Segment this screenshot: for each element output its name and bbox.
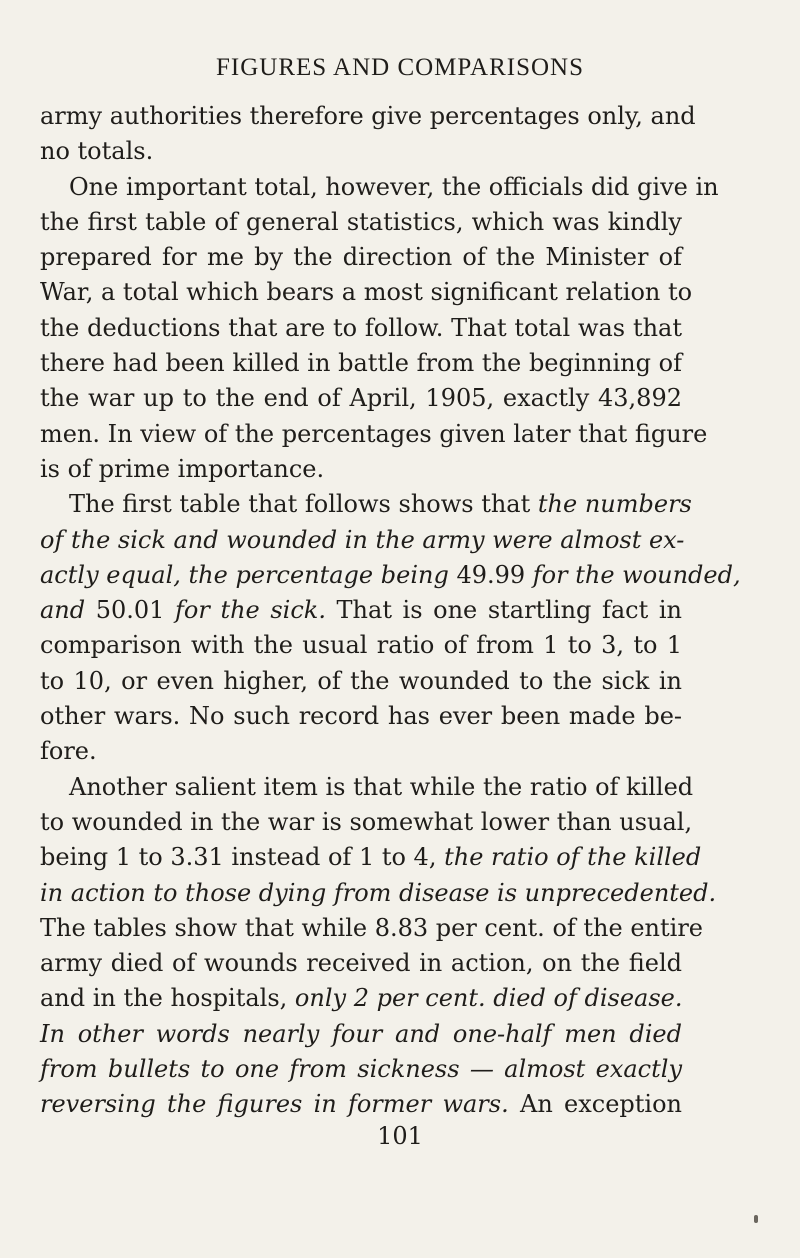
text-line — [40, 664, 682, 699]
text-span: is of prime importance. — [40, 454, 325, 483]
text-line — [40, 346, 682, 381]
italic-text-span: the ratio of the killed — [444, 843, 702, 872]
text-line — [40, 946, 682, 981]
text-line — [40, 840, 702, 875]
text-line — [40, 311, 682, 346]
text-span: the first table of general statistics, which was kindly — [40, 207, 682, 236]
italic-text-span: the numbers — [537, 490, 692, 519]
text-span: prepared for me by the direction of the Minister of — [40, 243, 682, 272]
text-line — [40, 275, 693, 310]
text-line — [40, 876, 717, 911]
italic-text-span: only 2 per cent. died of disease. — [294, 984, 683, 1013]
text-line — [40, 734, 682, 769]
italic-text-span: from bullets to one from sickness — almost exactly — [40, 1055, 682, 1084]
text-line — [40, 805, 693, 840]
print-speck — [754, 1215, 758, 1223]
text-line — [40, 170, 719, 205]
text-span: the war up to the end of April, 1905, exactly 43,892 — [40, 384, 682, 413]
text-line — [40, 981, 682, 1016]
text-span: That is one startling fact in — [325, 596, 682, 625]
text-span: army died of wounds received in action, on the field — [40, 949, 682, 978]
italic-text-span: in action to those dying from disease is unprecedented. — [40, 878, 717, 907]
text-line — [40, 240, 682, 275]
text-span: the deductions that are to follow. That total was that — [40, 313, 682, 342]
text-span: no totals. — [40, 137, 154, 166]
text-line — [40, 593, 682, 628]
italic-text-span: In other words nearly four and one-half men died — [40, 1019, 682, 1048]
page-number: 101 — [377, 1122, 423, 1150]
text-line — [40, 523, 685, 558]
text-line — [40, 205, 682, 240]
italic-text-span: for the wounded, — [532, 560, 741, 589]
text-span: there had been killed in battle from the beginning of — [40, 349, 682, 378]
text-line — [40, 417, 708, 452]
text-span: An exception — [508, 1090, 682, 1119]
text-span: The tables show that while 8.83 per cent. of the entire — [40, 913, 703, 942]
text-span: to 10, or even higher, of the wounded to the sick in — [40, 666, 682, 695]
text-line — [40, 911, 703, 946]
text-line — [40, 452, 682, 487]
text-line — [40, 99, 696, 134]
text-span: fore. — [40, 737, 97, 766]
text-span: and in the hospitals, — [40, 984, 295, 1013]
body-text — [40, 99, 741, 1123]
running-head: FIGURES AND COMPARISONS — [215, 54, 584, 81]
text-span: 50.01 — [95, 596, 176, 625]
text-span: men. In view of the percentages given later that figure — [40, 419, 708, 448]
text-line — [40, 1052, 682, 1087]
text-line — [40, 134, 682, 169]
italic-text-span: and — [40, 596, 96, 625]
italic-text-span: actly equal, the percentage being — [40, 560, 457, 589]
italic-text-span: reversing the figures in former wars. — [40, 1090, 509, 1119]
text-line — [40, 487, 692, 522]
text-span: to wounded in the war is somewhat lower than usual, — [40, 807, 693, 836]
text-line — [40, 558, 741, 593]
text-line — [40, 628, 682, 663]
text-span: War, a total which bears a most significant relation to — [40, 278, 693, 307]
text-line — [40, 1017, 682, 1052]
italic-text-span: of the sick and wounded in the army were almost ex- — [40, 525, 685, 554]
italic-text-span: for the sick. — [175, 596, 326, 625]
text-line — [40, 381, 682, 416]
text-span: Another salient item is that while the ratio of killed — [69, 772, 694, 801]
text-span: comparison with the usual ratio of from 1 to 3, to 1 — [40, 631, 682, 660]
text-span: 49.99 — [456, 560, 533, 589]
text-span: The first table that follows shows that — [69, 490, 538, 519]
text-span: other wars. No such record has ever been made be- — [40, 702, 682, 731]
text-span: army authorities therefore give percentages only, and — [40, 102, 696, 130]
text-span: One important total, however, the officials did give in — [69, 172, 719, 201]
text-line — [40, 1087, 682, 1122]
text-line — [40, 699, 682, 734]
text-span: being 1 to 3.31 instead of 1 to 4, — [40, 843, 445, 872]
text-line — [40, 770, 694, 805]
